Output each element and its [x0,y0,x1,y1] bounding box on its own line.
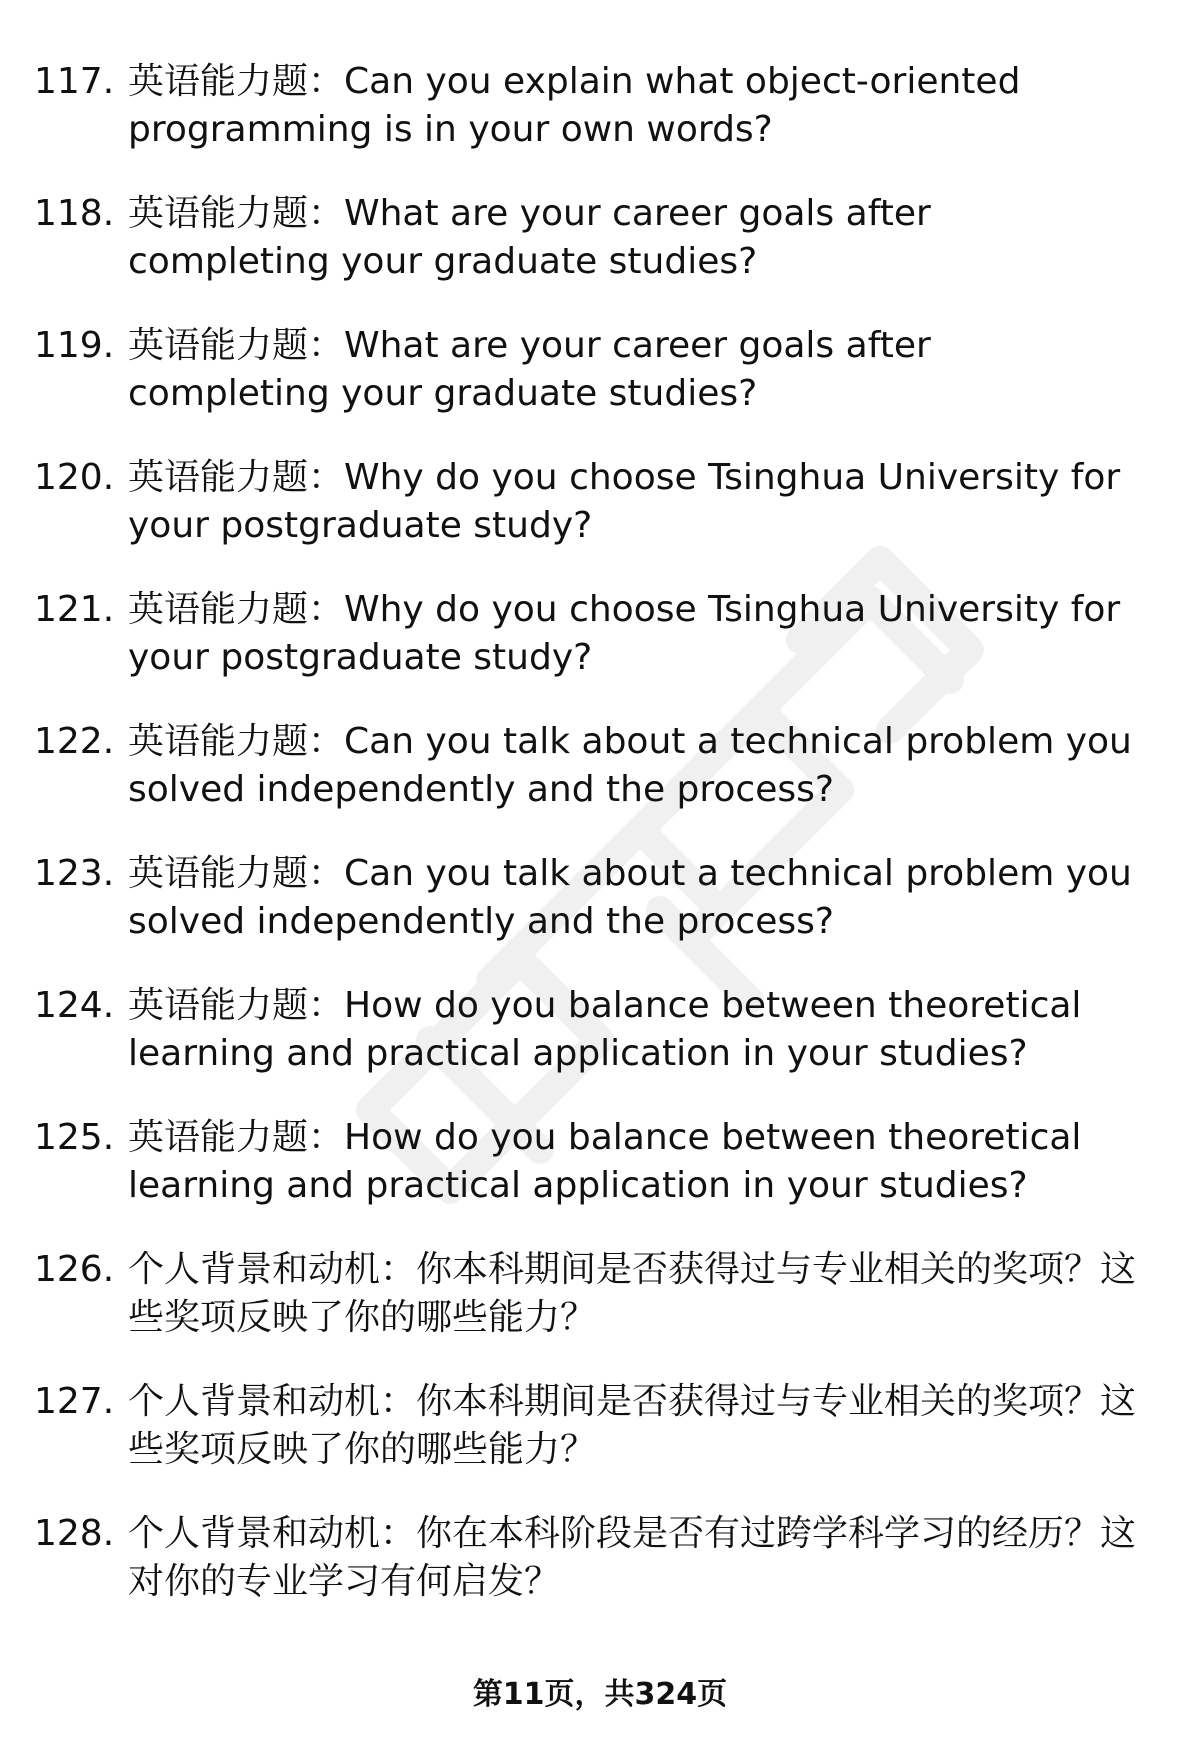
question-number: 118. [34,193,115,234]
question-item [0,982,1200,1092]
question-item [0,1378,1200,1488]
question-item [0,1510,1200,1620]
question-number: 121. [34,589,115,630]
watermark-graphic [280,460,1040,1220]
question-text: 英语能力题：Can you talk about a technical problem you solved independently and the process? [128,853,1132,942]
question-number: 122. [34,721,115,762]
question-number: 128. [34,1513,115,1554]
question-text: 英语能力题：What are your career goals after completing your graduate studies? [128,193,931,282]
question-number: 127. [34,1381,115,1422]
question-item [0,58,1200,168]
question-text: 英语能力题：How do you balance between theoretical learning and practical application in your studies? [128,1117,1082,1206]
question-text: 英语能力题：Can you explain what object-oriented programming is in your own words? [128,61,1021,150]
question-item [0,454,1200,564]
question-text: 英语能力题：How do you balance between theoretical learning and practical application in your studies? [128,985,1082,1074]
question-text: 英语能力题：Why do you choose Tsinghua University for your postgraduate study? [128,589,1121,678]
question-number: 124. [34,985,115,1026]
question-item [0,190,1200,300]
question-number: 125. [34,1117,115,1158]
question-item [0,850,1200,960]
question-text: 个人背景和动机：你在本科阶段是否有过跨学科学习的经历？这对你的专业学习有何启发？ [128,1513,1137,1602]
question-number: 120. [34,457,115,498]
question-item [0,1114,1200,1224]
page-footer: 第11页，共324页 [472,1677,728,1712]
question-number: 126. [34,1249,115,1290]
question-number: 119. [34,325,115,366]
question-number: 117. [34,61,115,102]
question-item [0,718,1200,828]
question-text: 英语能力题：Why do you choose Tsinghua University for your postgraduate study? [128,457,1121,546]
question-text: 英语能力题：Can you talk about a technical problem you solved independently and the process? [128,721,1132,810]
question-item [0,1246,1200,1356]
question-text: 个人背景和动机：你本科期间是否获得过与专业相关的奖项？这些奖项反映了你的哪些能力？ [128,1249,1137,1338]
question-item [0,586,1200,696]
question-text: 英语能力题：What are your career goals after completing your graduate studies? [128,325,931,414]
question-text: 个人背景和动机：你本科期间是否获得过与专业相关的奖项？这些奖项反映了你的哪些能力？ [128,1381,1137,1470]
question-item [0,322,1200,432]
question-number: 123. [34,853,115,894]
